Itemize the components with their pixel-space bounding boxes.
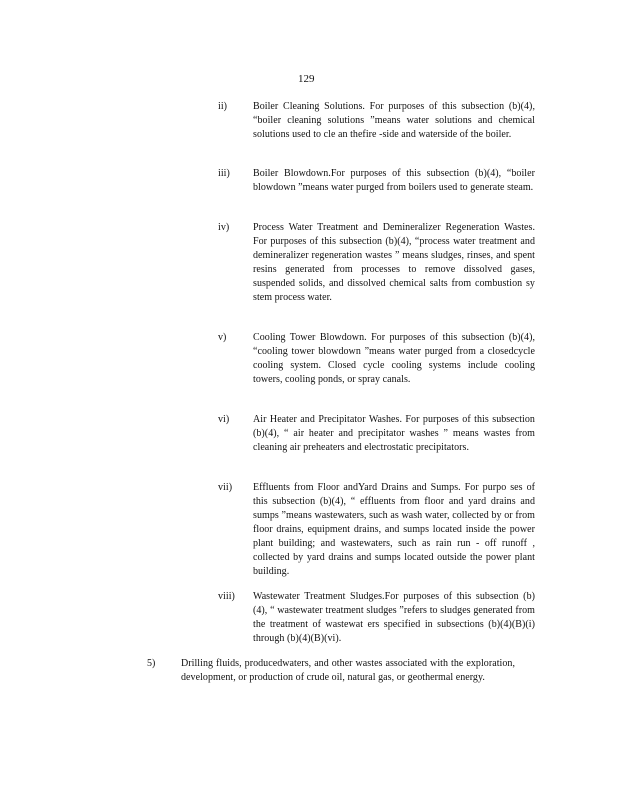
- item-text: Air Heater and Precipitator Washes. For purposes of this subsection (b)(4), “ air heater and precipitator washes ” means wastes from cleaning air preheaters and electrostatic precipitators.: [253, 414, 535, 453]
- item-text: Boiler Blowdown.For purposes of this subsection (b)(4), “boiler blowdown ”means water purged from boilers used to generate steam.: [253, 168, 535, 193]
- item-text: Boiler Cleaning Solutions. For purposes of this subsection (b)(4), “boiler cleaning solutions ”means water solutions and chemical solutions used to cle an thefire -side and waterside of the boiler.: [253, 101, 535, 140]
- item-text: Drilling fluids, producedwaters, and other wastes associated with the exploration, development, or production of crude oil, natural gas, or geothermal energy.: [181, 658, 515, 683]
- item-number: v): [218, 332, 227, 343]
- page-number: 129: [298, 73, 315, 85]
- item-number: vii): [218, 482, 233, 493]
- item-number: vi): [218, 414, 230, 425]
- item-text: Wastewater Treatment Sludges.For purposes of this subsection (b)(4), “ wastewater treatment sludges ”refers to sludges generated from the treatment of wastewat ers specified in subsections (b)(4)(B)(i) through (b)(4)(B)(vi).: [253, 591, 535, 644]
- item-text: Effluents from Floor andYard Drains and Sumps. For purpo ses of this subsection (b)(4), “ effluents from floor and yard drains and sumps ”means wastewaters, such as wash water, collected by or from floor drains, equipment drains, and sumps located inside the power plant building; and wastewaters, such as rain run - off runoff , collected by yard drains and sumps located outside the power plant building.: [253, 482, 535, 577]
- item-number: iii): [218, 168, 230, 179]
- item-number: ii): [218, 101, 228, 112]
- item-text: Cooling Tower Blowdown. For purposes of this subsection (b)(4), “cooling tower blowdown ”means water purged from a closedcycle cooling system. Closed cycle cooling systems include cooling towers, cooling ponds, or spray canals.: [253, 332, 535, 385]
- item-number: 5): [147, 658, 156, 669]
- item-number: iv): [218, 222, 230, 233]
- item-number: viii): [218, 591, 235, 602]
- item-text: Process Water Treatment and Demineralizer Regeneration Wastes. For purposes of this subsection (b)(4), “process water treatment and demineralizer regeneration wastes ” means sludges, rinses, and spent resins generated from processes to remove dissolved gases, suspended solids, and dissolved chemical salts from combustion sy stem process water.: [253, 222, 535, 303]
